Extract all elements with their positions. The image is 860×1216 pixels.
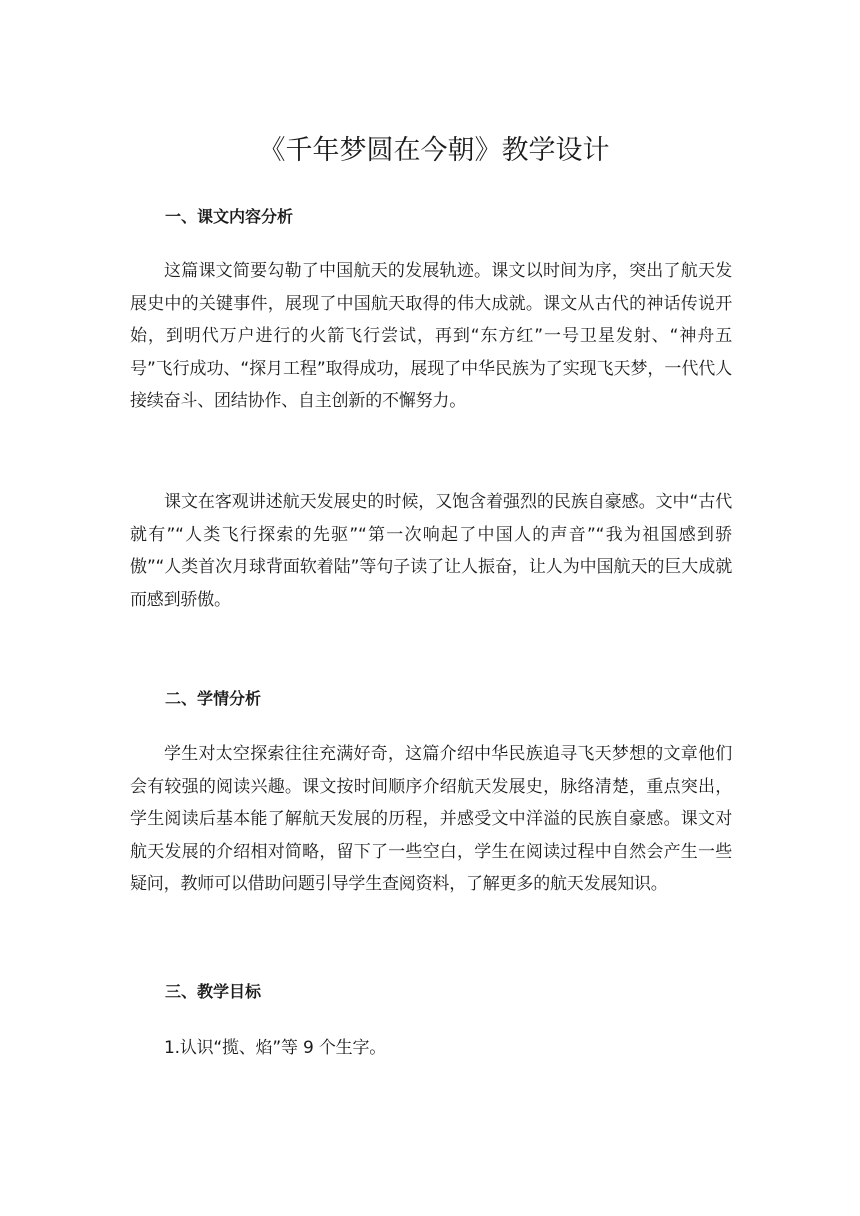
list-item: 1.认识“揽、焰”等 9 个生字。 bbox=[164, 1038, 387, 1058]
section-heading-teaching-goals: 三、教学目标 bbox=[165, 982, 262, 1001]
section-heading-content-analysis: 一、课文内容分析 bbox=[165, 207, 294, 226]
paragraph: 这篇课文简要勾勒了中国航天的发展轨迹。课文以时间为序，突出了航天发展史中的关键事件，展现了中国航天取得的伟大成就。课文从古代的神话传说开始，到明代万户进行的火箭飞行尝试，再到“东方红”一号卫星发射、“神舟五号”飞行成功、“探月工程”取得成功，展现了中华民族为了实现飞天梦，一代代人接续奋斗、团结协作、自主创新的不懈努力。 bbox=[130, 261, 732, 411]
document-title: 《千年梦圆在今朝》教学设计 bbox=[258, 135, 610, 166]
section-heading-student-analysis: 二、学情分析 bbox=[165, 689, 262, 708]
paragraph: 课文在客观讲述航天发展史的时候，又饱含着强烈的民族自豪感。文中“古代就有”“人类飞行探索的先驱”“第一次响起了中国人的声音”“我为祖国感到骄傲”“人类首次月球背面软着陆”等句子读了让人振奋，让人为中国航天的巨大成就而感到骄傲。 bbox=[130, 492, 732, 610]
paragraph: 学生对太空探索往往充满好奇，这篇介绍中华民族追寻飞天梦想的文章他们会有较强的阅读兴趣。课文按时间顺序介绍航天发展史，脉络清楚，重点突出，学生阅读后基本能了解航天发展的历程，并感受文中洋溢的民族自豪感。课文对航天发展的介绍相对简略，留下了一些空白，学生在阅读过程中自然会产生一些疑问，教师可以借助问题引导学生查阅资料，了解更多的航天发展知识。 bbox=[130, 744, 732, 894]
